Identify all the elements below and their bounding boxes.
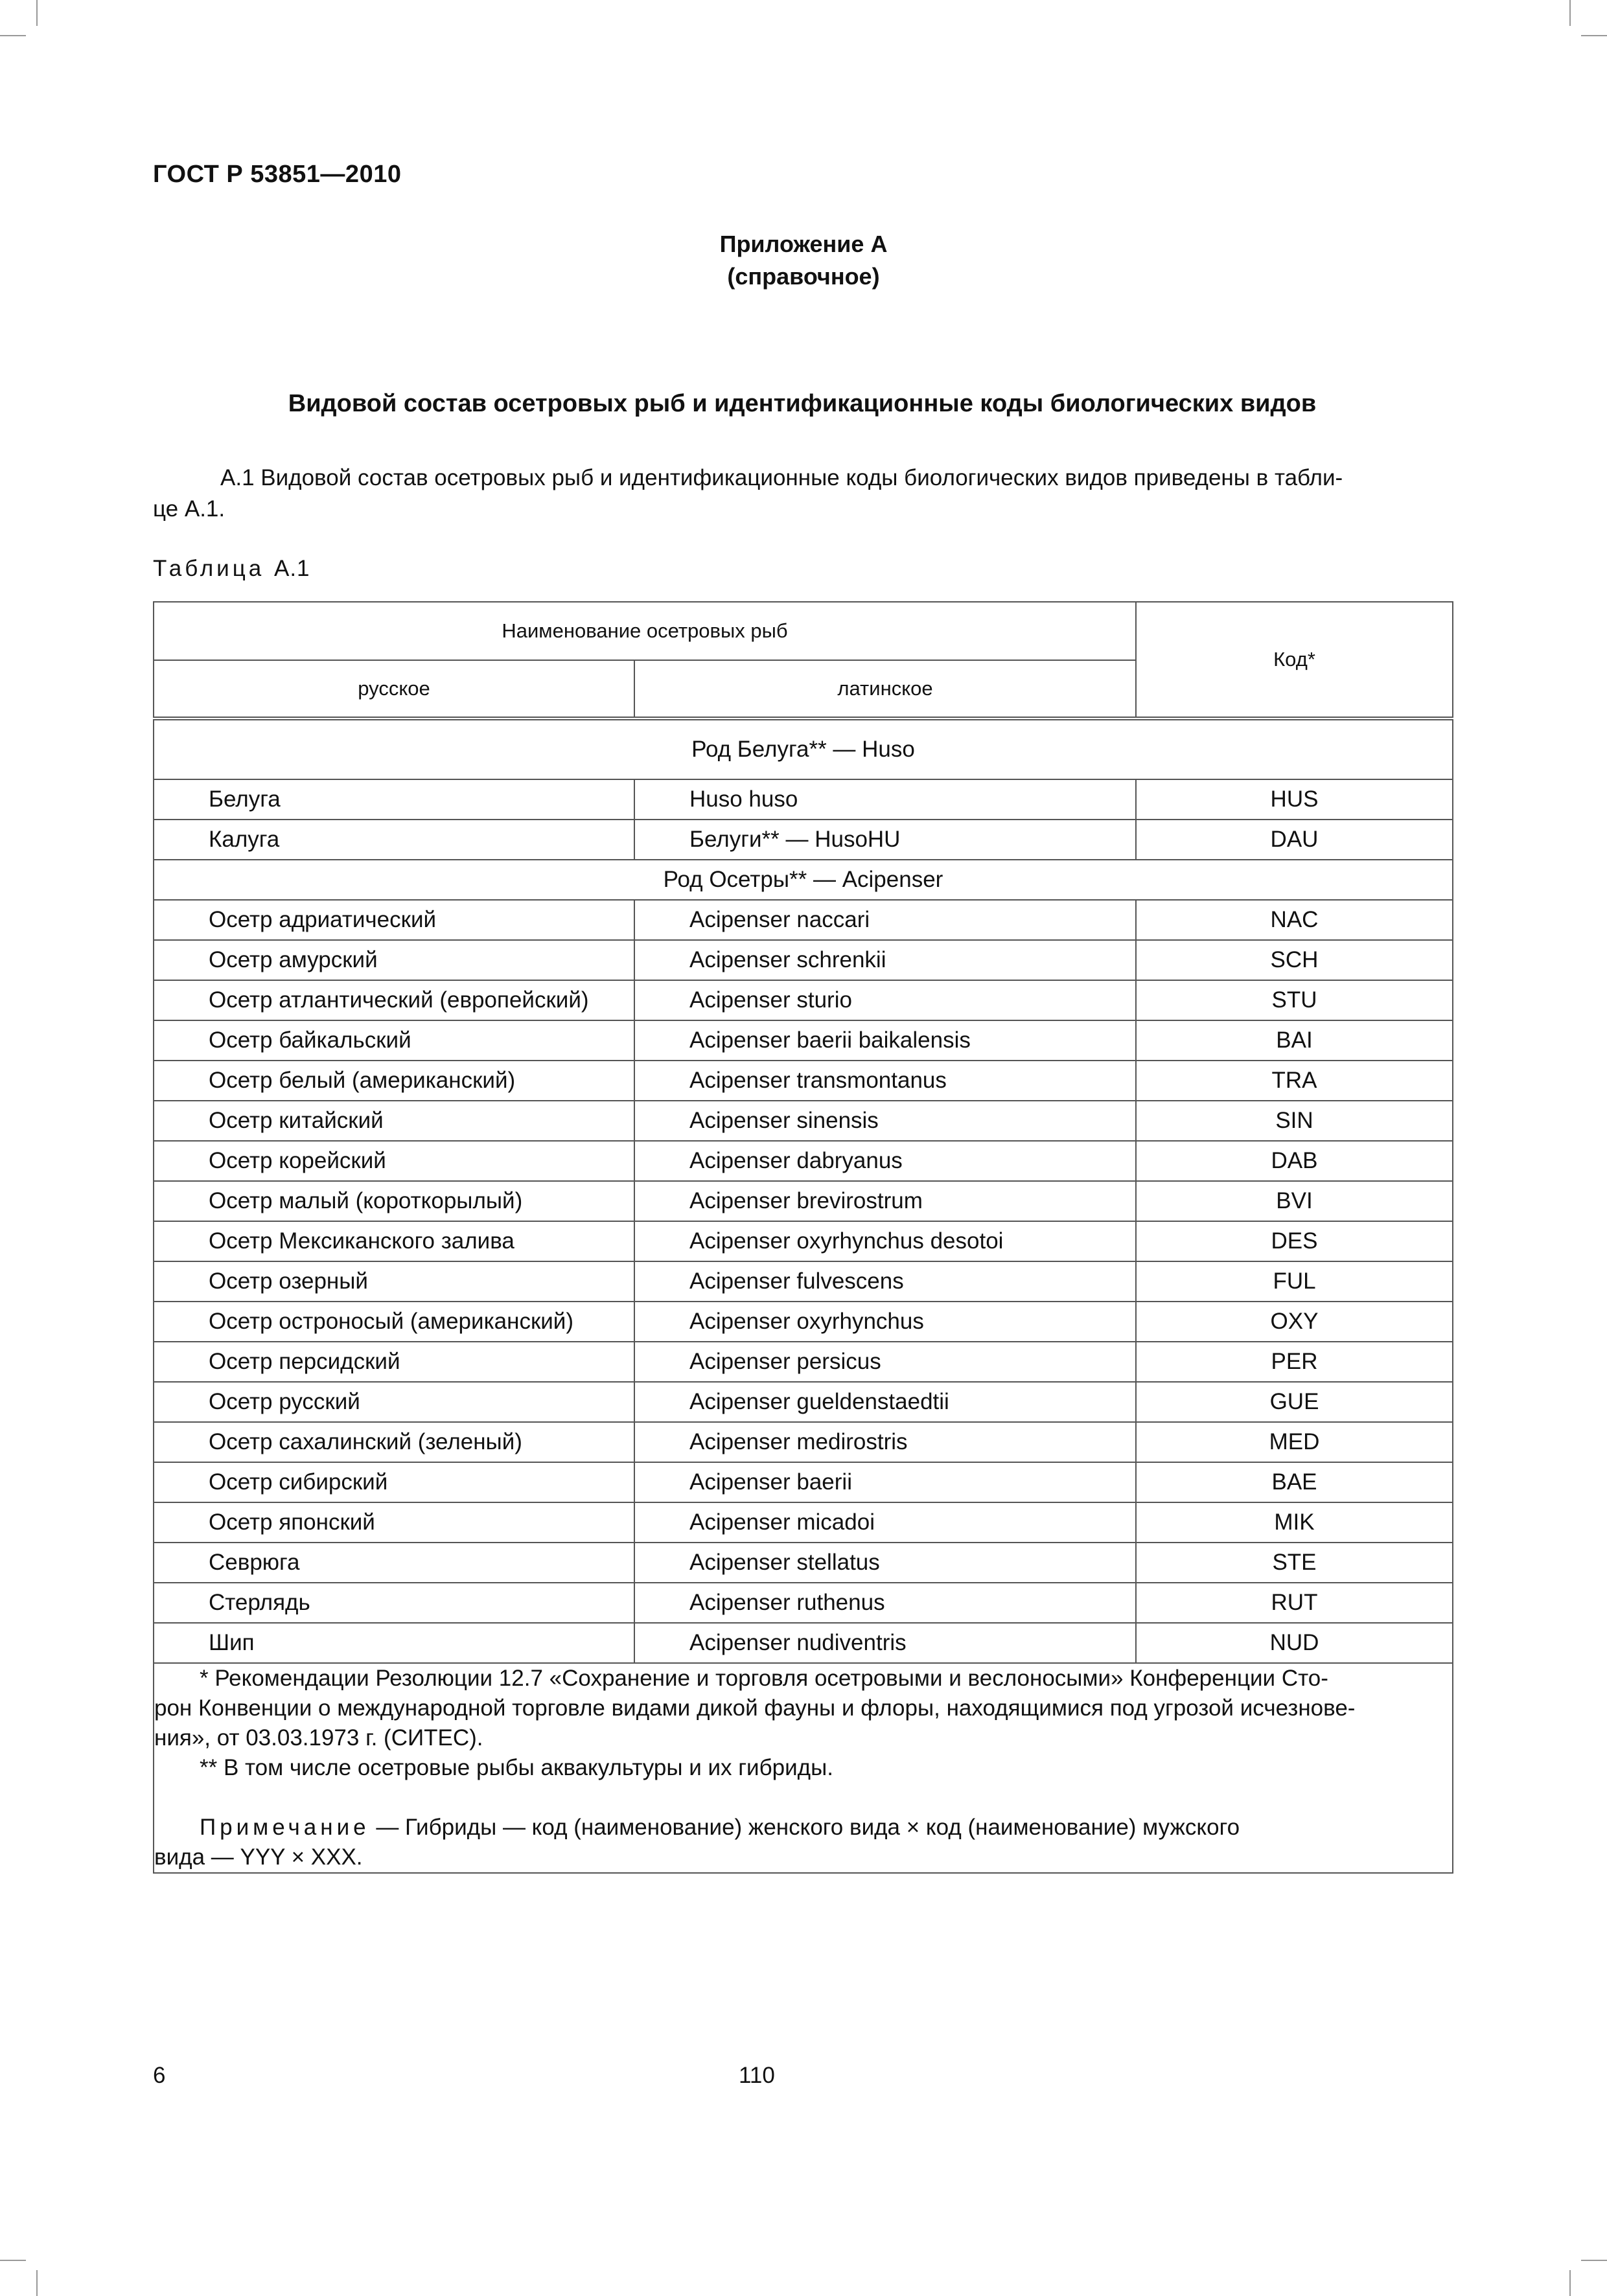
table-row bbox=[154, 1462, 1453, 1502]
standard-header: ГОСТ Р 53851—2010 bbox=[153, 161, 402, 188]
species-russian-name: Осетр японский bbox=[154, 1502, 634, 1543]
table-row bbox=[154, 1623, 1453, 1663]
table-row bbox=[154, 940, 1453, 980]
species-code: OXY bbox=[1136, 1302, 1453, 1342]
genus-row bbox=[154, 718, 1453, 779]
page-number-left: 6 bbox=[153, 2063, 166, 2088]
species-latin-name: Acipenser schrenkii bbox=[634, 940, 1136, 980]
species-russian-name: Осетр сахалинский (зеленый) bbox=[154, 1422, 634, 1462]
species-code: DES bbox=[1136, 1221, 1453, 1261]
table-row bbox=[154, 1181, 1453, 1221]
species-code: MED bbox=[1136, 1422, 1453, 1462]
annex-title: Приложение А bbox=[719, 231, 888, 257]
table-label-number: А.1 bbox=[273, 556, 310, 581]
crop-mark bbox=[1581, 2260, 1607, 2261]
section-title: Видовой состав осетровых рыб и идентификационные коды биологических видов bbox=[288, 390, 1317, 417]
species-russian-name: Осетр малый (короткорылый) bbox=[154, 1181, 634, 1221]
species-latin-name: Acipenser persicus bbox=[634, 1342, 1136, 1382]
species-latin-name: Acipenser stellatus bbox=[634, 1543, 1136, 1583]
remark-word: Примечание bbox=[200, 1815, 370, 1840]
table-row bbox=[154, 1261, 1453, 1302]
table-label bbox=[153, 556, 310, 582]
table-row bbox=[154, 1502, 1453, 1543]
species-russian-name: Осетр сибирский bbox=[154, 1462, 634, 1502]
species-russian-name: Осетр байкальский bbox=[154, 1020, 634, 1061]
species-code: STU bbox=[1136, 980, 1453, 1020]
genus-huso: Род Белуга** — Huso bbox=[154, 718, 1453, 779]
species-russian-name: Белуга bbox=[154, 779, 634, 820]
table-row bbox=[154, 1221, 1453, 1261]
species-latin-name: Acipenser micadoi bbox=[634, 1502, 1136, 1543]
crop-mark bbox=[36, 2270, 38, 2296]
crop-mark bbox=[1569, 0, 1571, 26]
species-russian-name: Осетр корейский bbox=[154, 1141, 634, 1181]
species-latin-name: Acipenser fulvescens bbox=[634, 1261, 1136, 1302]
species-russian-name: Осетр китайский bbox=[154, 1101, 634, 1141]
species-latin-name: Acipenser transmontanus bbox=[634, 1061, 1136, 1101]
species-code: FUL bbox=[1136, 1261, 1453, 1302]
species-latin-name: Acipenser baerii baikalensis bbox=[634, 1020, 1136, 1061]
species-russian-name: Осетр озерный bbox=[154, 1261, 634, 1302]
intro-paragraph bbox=[153, 463, 1451, 525]
table-notes bbox=[154, 1663, 1453, 1873]
species-latin-name: Acipenser oxyrhynchus bbox=[634, 1302, 1136, 1342]
species-code: NUD bbox=[1136, 1623, 1453, 1663]
intro-line-1: А.1 Видовой состав осетровых рыб и идентификационные коды биологических видов приведены в табли- bbox=[220, 465, 1343, 490]
species-code: SCH bbox=[1136, 940, 1453, 980]
species-code: SIN bbox=[1136, 1101, 1453, 1141]
crop-mark bbox=[36, 0, 38, 26]
species-latin-name: Acipenser brevirostrum bbox=[634, 1181, 1136, 1221]
species-code: PER bbox=[1136, 1342, 1453, 1382]
species-table bbox=[153, 601, 1453, 1874]
remark-text: — Гибриды — код (наименование) женского вида × код (наименование) мужского bbox=[369, 1815, 1240, 1840]
species-russian-name: Шип bbox=[154, 1623, 634, 1663]
species-latin-name: Acipenser gueldenstaedtii bbox=[634, 1382, 1136, 1422]
table-row bbox=[154, 1020, 1453, 1061]
species-latin-name: Acipenser naccari bbox=[634, 900, 1136, 940]
species-russian-name: Осетр белый (американский) bbox=[154, 1061, 634, 1101]
species-latin-name: Acipenser sturio bbox=[634, 980, 1136, 1020]
table-row bbox=[154, 820, 1453, 860]
species-code: GUE bbox=[1136, 1382, 1453, 1422]
species-code: NAC bbox=[1136, 900, 1453, 940]
table-label-word: Таблица bbox=[153, 556, 265, 581]
species-russian-name: Осетр русский bbox=[154, 1382, 634, 1422]
species-russian-name: Стерлядь bbox=[154, 1583, 634, 1623]
header-names: Наименование осетровых рыб bbox=[154, 602, 1136, 660]
table-notes-row bbox=[154, 1663, 1453, 1873]
crop-mark bbox=[1581, 35, 1607, 36]
crop-mark bbox=[0, 35, 26, 36]
species-russian-name: Осетр атлантический (европейский) bbox=[154, 980, 634, 1020]
species-code: STE bbox=[1136, 1543, 1453, 1583]
table-row bbox=[154, 1342, 1453, 1382]
genus-row bbox=[154, 860, 1453, 900]
table-row bbox=[154, 1422, 1453, 1462]
species-code: HUS bbox=[1136, 779, 1453, 820]
table-row bbox=[154, 1061, 1453, 1101]
table-row bbox=[154, 1382, 1453, 1422]
table-row bbox=[154, 779, 1453, 820]
species-code: BAI bbox=[1136, 1020, 1453, 1061]
table-row bbox=[154, 1141, 1453, 1181]
species-russian-name: Калуга bbox=[154, 820, 634, 860]
crop-mark bbox=[0, 2260, 26, 2261]
table-row bbox=[154, 980, 1453, 1020]
table-row bbox=[154, 1302, 1453, 1342]
species-russian-name: Севрюга bbox=[154, 1543, 634, 1583]
species-latin-name: Acipenser ruthenus bbox=[634, 1583, 1136, 1623]
species-latin-name: Acipenser sinensis bbox=[634, 1101, 1136, 1141]
table-header-row bbox=[154, 602, 1453, 660]
species-russian-name: Осетр персидский bbox=[154, 1342, 634, 1382]
species-latin-name: Acipenser nudiventris bbox=[634, 1623, 1136, 1663]
footnote-1-line-2: рон Конвенции о международной торговле видами дикой фауны и флоры, находящимися под угрозой исчезнове- bbox=[154, 1695, 1356, 1721]
species-russian-name: Осетр остроносый (американский) bbox=[154, 1302, 634, 1342]
species-latin-name: Acipenser medirostris bbox=[634, 1422, 1136, 1462]
table-row bbox=[154, 1543, 1453, 1583]
header-code: Код* bbox=[1136, 602, 1453, 718]
table-row bbox=[154, 900, 1453, 940]
species-latin-name: Acipenser baerii bbox=[634, 1462, 1136, 1502]
species-russian-name: Осетр адриатический bbox=[154, 900, 634, 940]
intro-line-2: це А.1. bbox=[153, 496, 225, 522]
footnote-2: ** В том числе осетровые рыбы аквакультуры и их гибриды. bbox=[200, 1755, 833, 1780]
species-code: BVI bbox=[1136, 1181, 1453, 1221]
table-row bbox=[154, 1583, 1453, 1623]
species-latin-name: Huso huso bbox=[634, 779, 1136, 820]
species-russian-name: Осетр амурский bbox=[154, 940, 634, 980]
species-latin-name: Белуги** — HusoHU bbox=[634, 820, 1136, 860]
genus-acipenser: Род Осетры** — Acipenser bbox=[154, 860, 1453, 900]
species-code: DAB bbox=[1136, 1141, 1453, 1181]
header-russian: русское bbox=[154, 660, 634, 718]
species-latin-name: Acipenser dabryanus bbox=[634, 1141, 1136, 1181]
footnote-1-line-3: ния», от 03.03.1973 г. (СИТЕС). bbox=[154, 1725, 483, 1751]
table-row bbox=[154, 1101, 1453, 1141]
species-latin-name: Acipenser oxyrhynchus desotoi bbox=[634, 1221, 1136, 1261]
header-latin: латинское bbox=[634, 660, 1136, 718]
footnote-1-line-1: * Рекомендации Резолюции 12.7 «Сохранение и торговля осетровыми и веслоносыми» Конференции Сто- bbox=[200, 1666, 1328, 1691]
species-code: BAE bbox=[1136, 1462, 1453, 1502]
annex-type: (справочное) bbox=[727, 263, 880, 290]
species-code: TRA bbox=[1136, 1061, 1453, 1101]
annex-heading bbox=[0, 228, 1607, 293]
crop-mark bbox=[1569, 2270, 1571, 2296]
page-number-center: 110 bbox=[739, 2063, 775, 2088]
remark-line-2: вида — YYY × XXX. bbox=[154, 1844, 363, 1870]
species-code: DAU bbox=[1136, 820, 1453, 860]
species-russian-name: Осетр Мексиканского залива bbox=[154, 1221, 634, 1261]
species-code: RUT bbox=[1136, 1583, 1453, 1623]
remark-line-1 bbox=[154, 1813, 1452, 1843]
species-code: MIK bbox=[1136, 1502, 1453, 1543]
